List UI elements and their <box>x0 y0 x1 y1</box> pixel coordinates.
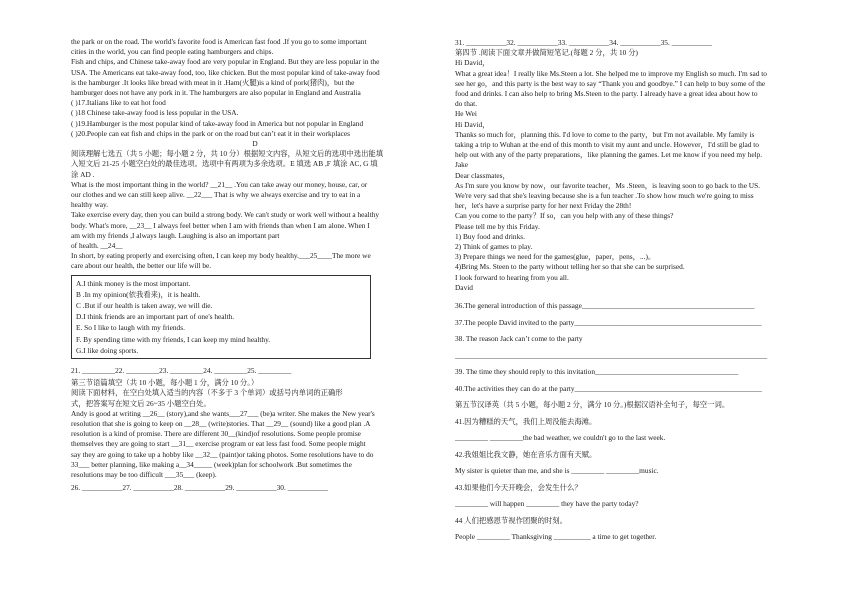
translation-blank-44[interactable]: People _________ Thanksgiving __________ a time to get together. <box>455 532 657 542</box>
option-g: G.I like doing sports. <box>76 345 139 355</box>
passage-line: What is the most important thing in the world? __21__ .You can take away our money, house, car, or <box>71 179 368 189</box>
judgment-item-19: ( )19.Hamburger is the most popular kind of take-away food in America but not popular in England <box>71 118 364 128</box>
passage-line: is the hamburger .It looks like bread with meat in it .Ham(火腿)is a kind of pork(猪肉)，but the <box>71 77 355 87</box>
letter-line: 3) Prepare things we need for the games(glue，paper，pens，...)。 <box>455 252 656 262</box>
letter-line: He Wei <box>455 109 477 119</box>
section4-title: 第四节 .阅读下面文章并做简短笔记.(每题 2 分，共 10 分) <box>455 48 638 58</box>
passage-line: In short, by eating properly and exercising often, I can keep my body healthy.___25____The more we <box>71 251 371 261</box>
instruction-line: 式，把答案写在短文后 26~35 小题空白处。 <box>71 398 211 408</box>
letter-line: food and drinks. I can also help to bring Ms.Steen to the party. I already have a great idea about how to <box>455 89 758 99</box>
letter-line: help out with any of the party preparations，like planning the games. Let me know if you need my help. <box>455 150 763 160</box>
passage-line: body. What's more, __23__ I always feel better when I am with friends than when I am alone. When I <box>71 220 370 230</box>
note-question-40[interactable]: 40.The activities they can do at the party___________________________________________________ <box>455 383 762 393</box>
translation-prompt-41: 41.因为糟糕的天气，我们上周没能去海滩。 <box>455 416 597 426</box>
note-question-36[interactable]: 36.The general introduction of this passage_______________________________________________ <box>455 301 755 311</box>
passage-line: am with my friends ,I always laugh. Laughing is also an important part <box>71 230 280 240</box>
passage-line: the park or on the road. The world's favorite food is American fast food .If you go to some important <box>71 37 367 46</box>
letter-line: 2) Think of games to play. <box>455 242 533 252</box>
passage-line: themselves they are going to start __31__ exercise program or eat less fast food. Some people might <box>71 439 366 449</box>
passage-line: hamburger does not have any pork in it. The hamburgers are also popular in England and Australia <box>71 88 361 98</box>
letter-line: What a great idea！I really like Ms.Steen a lot. She helped me to improve my English so much. I'm sad to <box>455 68 767 78</box>
cloze-passage <box>71 409 439 480</box>
note-questions <box>455 298 830 397</box>
letters-passage <box>455 58 830 293</box>
passage-line: of health. __24__ <box>71 241 123 251</box>
right-column <box>455 0 830 546</box>
letter-line: do that. <box>455 99 478 109</box>
option-d: D.I think friends are an important part of one's health. <box>76 312 235 322</box>
part-d-label: D <box>252 139 258 149</box>
judgment-item-18: ( )18 Chinese take-away food is less popular in the USA. <box>71 108 239 118</box>
left-column <box>71 0 439 495</box>
passage-line: Take exercise every day, then you can build a strong body. We can't study or work well without a healthy <box>71 210 380 220</box>
options-box <box>71 275 371 359</box>
letter-line: Jake <box>455 160 469 170</box>
judgment-questions <box>71 98 439 139</box>
option-b: B .In my opinion(依我看来)，it is health. <box>76 289 201 299</box>
instruction-line: 涂 AD . <box>71 169 95 179</box>
letter-line: David <box>455 282 473 292</box>
passage-line: 33___ better planning, like making a__34_____ (week)plan for schoolwork .But sometimes the <box>71 459 352 469</box>
passage-line: resolutions may be too difficult ___35___ (keep). <box>71 469 217 479</box>
passage-line: Andy is good at writing __26__ (story),and she wants___27___ (be)a writer. She makes the New year's <box>71 408 375 418</box>
section5-title: 第五节汉译英（共 5 小题，每小题 2 分，满分 10 分。)根据汉语补全句子，每空一词。 <box>455 400 730 410</box>
note-question-37[interactable]: 37.The people David invited to the party___________________________________________________ <box>455 317 762 327</box>
option-f: F. By spending time with my friends, I can keep my mind healthy. <box>76 334 271 344</box>
option-c: C .But if our health is taken away, we will die. <box>76 301 213 311</box>
option-e: E. So I like to laugh with my friends. <box>76 323 185 333</box>
instruction-line: 阅读下面材料，在空白处填入适当的内容（不多于 3 个单词）或括号内单词的正确形 <box>71 388 343 398</box>
letter-line: 4)Bring Ms. Steen to the party without telling her so that she can be surprised. <box>455 262 685 272</box>
letter-line: Hi David， <box>455 58 490 68</box>
passage-line: say they are going to take up a hobby like __32__ (paint)or taking photos. Some resolutions have to do <box>71 449 374 459</box>
translation-blank-43[interactable]: _________ will happen _________ they have the party today? <box>455 499 639 509</box>
letter-line: Dear classmates， <box>455 170 510 180</box>
passage-line: our clothes and we can still keep alive. __22___ That is why we always exercise and try to eat in a <box>71 190 361 200</box>
answer-blanks-31-35[interactable]: 31. ___________32. ___________33. ___________34. ___________35. ___________ <box>455 38 713 47</box>
letter-line: Please tell me by this Friday. <box>455 221 540 231</box>
passage-line: healthy way. <box>71 200 109 210</box>
letter-line: see her go，and this party is the best way to say “Thank you and goodbye.” I can help to buy some of the <box>455 78 766 88</box>
note-question-38: 38. The reason Jack can’t come to the party <box>455 334 583 344</box>
instruction-line: 阅读理解七选五（共 5 小题；每小题 2 分，共 10 分）根据短文内容，从短文后的选项中选出能填 <box>71 149 384 159</box>
passage-line: resolution is a kind of promise. There are different 30__(kind)of resolutions. Some people promise <box>71 429 361 439</box>
section3-title: 第三节语篇填空（共 10 小题，每小题 1 分，满分 10 分。） <box>71 378 259 388</box>
note-question-39[interactable]: 39. The time they should reply to this invitation_______________________________________ <box>455 367 739 377</box>
translation-prompt-43: 43.如果他们今天开晚会，会发生什么？ <box>455 482 582 492</box>
translation-prompt-44: 44 人们把感恩节视作团聚的时刻。 <box>455 515 567 525</box>
letter-line: 1) Buy food and drinks. <box>455 231 525 241</box>
letter-line: We're very sad that she's leaving because she is a fun teacher .To show how much we're going to miss <box>455 191 754 201</box>
seven-choose-five-instructions <box>71 149 439 180</box>
letter-line: Can you come to the party？If so，can you help with any of these things? <box>455 211 674 221</box>
note-answer-line-38[interactable]: _____________________________________________________________________________________ <box>455 350 768 360</box>
option-a: A.I think money is the most important. <box>76 278 191 288</box>
instruction-line: 入短文后 21-25 小题空白处的最佳选项。选项中有两项为多余选项。E 填选 AB ,F 填涂 AC, G 填 <box>71 159 378 169</box>
passage-line: Fish and chips, and Chinese take-away food are very popular in England. But they are less popular in the <box>71 57 380 67</box>
letter-line: Thanks so much for，planning this. I'd love to come to the party，but I'm not available. My family is <box>455 129 755 139</box>
passage-line: cities in the world, you can find people eating hamburgers and chips. <box>71 47 274 57</box>
passage-line: USA. The Americans eat take-away food, too, like chicken. But the most popular kind of take-away food <box>71 67 380 77</box>
part-c-passage <box>71 37 439 98</box>
passage-line: resolution that she is going to keep on __28__ (write)stories. That __29__ (sound) like a good plan .A <box>71 418 371 428</box>
letter-line: taking a trip to Wuhan at the end of this month to visit my aunt and uncle. However，I'd still be glad to <box>455 140 759 150</box>
answer-blanks-21-25[interactable]: 21. _________22. _________23. _________24. _________25. _________ <box>71 366 292 376</box>
letter-line: I look forward to hearing from you all. <box>455 272 569 282</box>
letter-line: As I'm sure you know by now，our favorite teacher，Ms .Steen，is leaving soon to go back to the US. <box>455 180 761 190</box>
translation-blank-41[interactable]: _________ _________the bad weather, we couldn't go to the last week. <box>455 433 666 443</box>
translation-questions <box>455 414 830 546</box>
passage-line: care about our health, the better our life will be. <box>71 261 212 271</box>
judgment-item-17: ( )17.Italians like to eat hot food <box>71 98 166 108</box>
letter-line: her，let's have a surprise party for her next Friday the 28th! <box>455 201 632 211</box>
judgment-item-20: ( )20.People can eat fish and chips in the park or on the road but can’t eat it in their workplaces <box>71 128 351 138</box>
letter-line: Hi David， <box>455 119 490 129</box>
translation-blank-42[interactable]: My sister is quieter than me, and she is _________ _________music. <box>455 466 659 476</box>
seven-choose-five-passage <box>71 180 439 272</box>
translation-prompt-42: 42.我姐姐比我文静，她在音乐方面有天赋。 <box>455 449 597 459</box>
answer-blanks-26-30[interactable]: 26. ___________27. ___________28. ___________29. ___________30. ___________ <box>71 483 329 493</box>
